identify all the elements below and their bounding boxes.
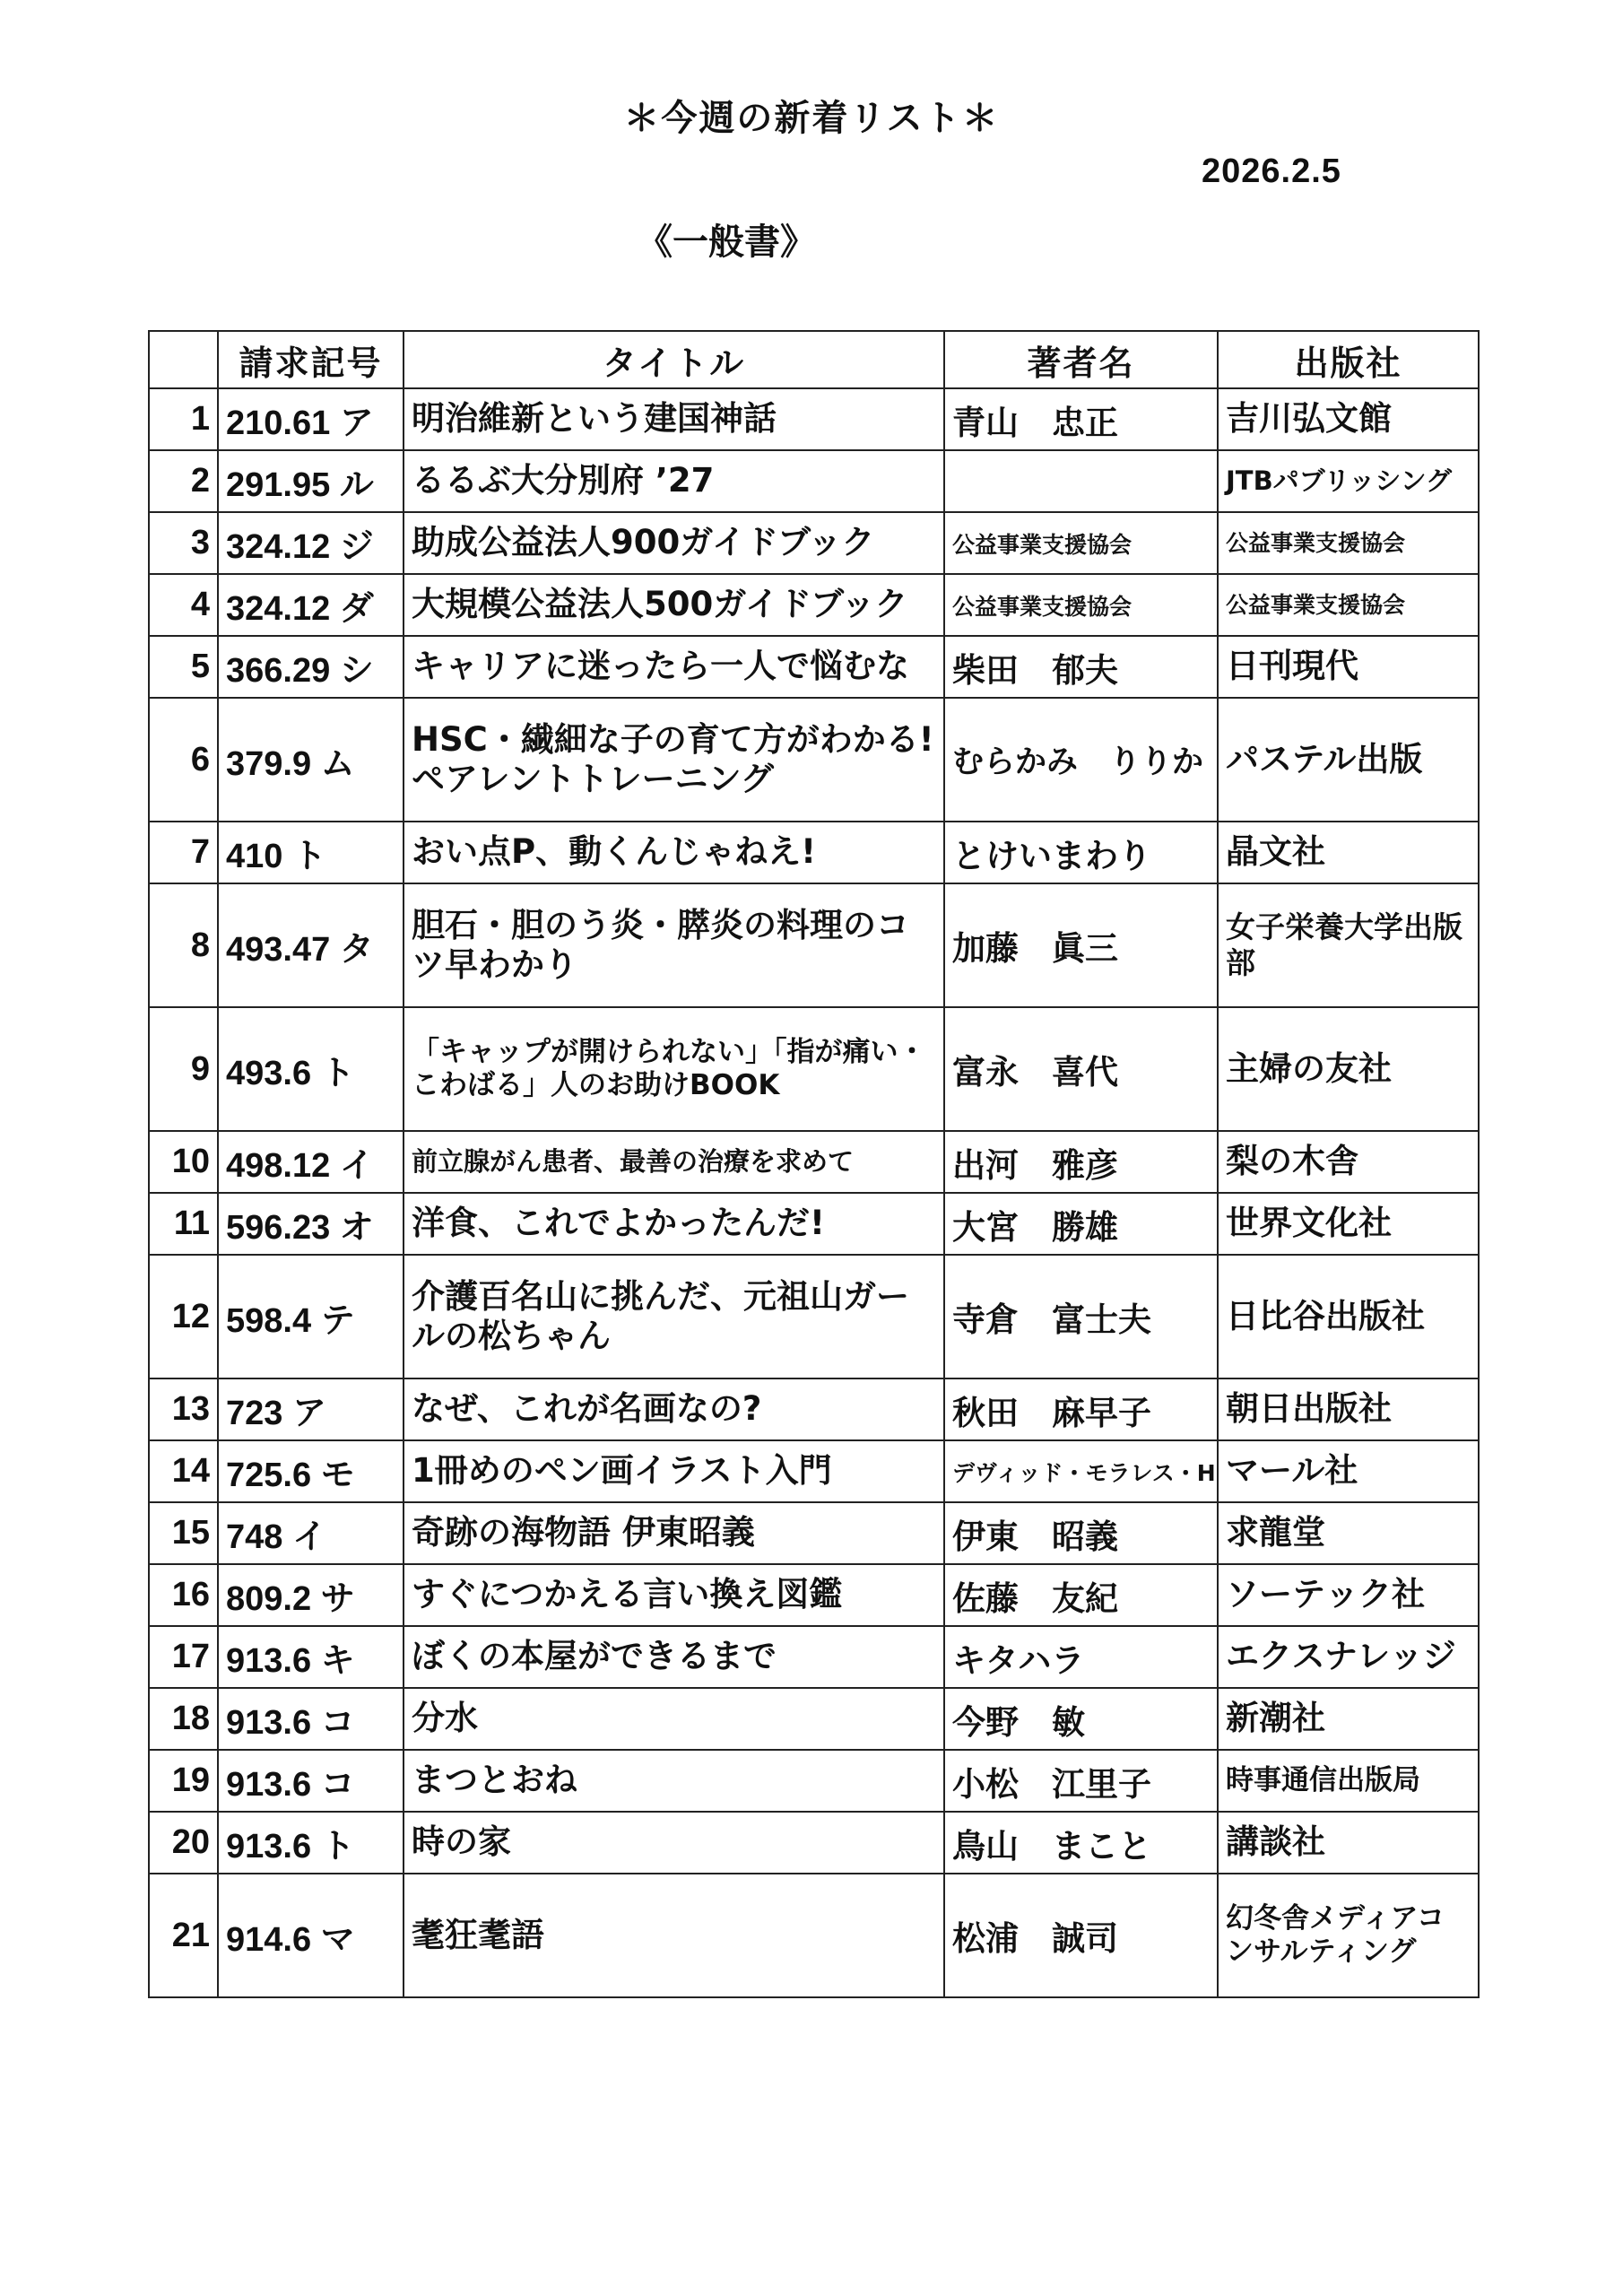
book-title: 耄狂耄語 (404, 1874, 944, 1997)
book-title: まつとおね (404, 1750, 944, 1812)
book-author: 富永 喜代 (944, 1007, 1218, 1131)
row-number: 1 (149, 388, 218, 450)
book-author: 大宮 勝雄 (944, 1193, 1218, 1255)
book-author: 寺倉 富士夫 (944, 1255, 1218, 1378)
book-publisher: 梨の木舎 (1218, 1131, 1479, 1193)
book-publisher: 新潮社 (1218, 1688, 1479, 1750)
row-number: 3 (149, 512, 218, 574)
table-row (149, 1626, 1479, 1688)
call-number: 493.6 ト (218, 1007, 404, 1131)
book-author: 加藤 眞三 (944, 883, 1218, 1007)
row-number: 5 (149, 636, 218, 698)
table-row (149, 698, 1479, 822)
book-title: 洋食、これでよかったんだ! (404, 1193, 944, 1255)
book-title: すぐにつかえる言い換え図鑑 (404, 1564, 944, 1626)
document-title: ＊今週の新着リスト＊ (623, 98, 1000, 139)
column-header-title: タイトル (404, 331, 944, 388)
book-title: なぜ、これが名画なの? (404, 1378, 944, 1440)
table-row (149, 1502, 1479, 1564)
book-title: おい点P、動くんじゃねえ! (404, 822, 944, 883)
book-title: 「キャップが開けられない」「指が痛い・こわばる」人のお助けBOOK (404, 1007, 944, 1131)
table-row (149, 1812, 1479, 1874)
book-title: 助成公益法人900ガイドブック (404, 512, 944, 574)
row-number: 9 (149, 1007, 218, 1131)
row-number: 13 (149, 1378, 218, 1440)
book-author: 柴田 郁夫 (944, 636, 1218, 698)
call-number: 723 ア (218, 1378, 404, 1440)
book-publisher: 朝日出版社 (1218, 1378, 1479, 1440)
call-number: 809.2 サ (218, 1564, 404, 1626)
row-number: 2 (149, 450, 218, 512)
book-publisher: 日比谷出版社 (1218, 1255, 1479, 1378)
book-publisher: 女子栄養大学出版部 (1218, 883, 1479, 1007)
book-title: 1冊めのペン画イラスト入門 (404, 1440, 944, 1502)
table-row (149, 1688, 1479, 1750)
book-title: ぼくの本屋ができるまで (404, 1626, 944, 1688)
book-publisher: 日刊現代 (1218, 636, 1479, 698)
table-row (149, 1564, 1479, 1626)
table-row (149, 1193, 1479, 1255)
book-author: 青山 忠正 (944, 388, 1218, 450)
row-number: 17 (149, 1626, 218, 1688)
table-row (149, 1874, 1479, 1997)
book-title: キャリアに迷ったら一人で悩むな (404, 636, 944, 698)
row-number: 16 (149, 1564, 218, 1626)
call-number: 379.9 ム (218, 698, 404, 822)
call-number: 210.61 ア (218, 388, 404, 450)
table-row (149, 636, 1479, 698)
book-author: 松浦 誠司 (944, 1874, 1218, 1997)
table-row (149, 1007, 1479, 1131)
book-publisher: 公益事業支援協会 (1218, 574, 1479, 636)
table-row (149, 388, 1479, 450)
table-row (149, 574, 1479, 636)
column-header-number (149, 331, 218, 388)
book-author: むらかみ りりか (944, 698, 1218, 822)
book-publisher: マール社 (1218, 1440, 1479, 1502)
book-author: デヴィッド・モラレス・H (944, 1440, 1218, 1502)
book-author: 出河 雅彦 (944, 1131, 1218, 1193)
call-number: 748 イ (218, 1502, 404, 1564)
column-header-author: 著者名 (944, 331, 1218, 388)
book-title: 時の家 (404, 1812, 944, 1874)
book-author: 公益事業支援協会 (944, 512, 1218, 574)
book-title: 明治維新という建国神話 (404, 388, 944, 450)
call-number: 598.4 テ (218, 1255, 404, 1378)
row-number: 12 (149, 1255, 218, 1378)
call-number: 324.12 ジ (218, 512, 404, 574)
call-number: 914.6 マ (218, 1874, 404, 1997)
call-number: 291.95 ル (218, 450, 404, 512)
book-author: 佐藤 友紀 (944, 1564, 1218, 1626)
call-number: 410 ト (218, 822, 404, 883)
row-number: 10 (149, 1131, 218, 1193)
book-publisher: 世界文化社 (1218, 1193, 1479, 1255)
book-publisher: 公益事業支援協会 (1218, 512, 1479, 574)
call-number: 725.6 モ (218, 1440, 404, 1502)
table-row (149, 883, 1479, 1007)
row-number: 19 (149, 1750, 218, 1812)
book-author: 小松 江里子 (944, 1750, 1218, 1812)
row-number: 20 (149, 1812, 218, 1874)
column-header-publisher: 出版社 (1218, 331, 1479, 388)
call-number: 498.12 イ (218, 1131, 404, 1193)
table-row (149, 1378, 1479, 1440)
book-publisher: 講談社 (1218, 1812, 1479, 1874)
call-number: 913.6 コ (218, 1750, 404, 1812)
book-title: 介護百名山に挑んだ、元祖山ガールの松ちゃん (404, 1255, 944, 1378)
row-number: 8 (149, 883, 218, 1007)
table-row (149, 1131, 1479, 1193)
row-number: 14 (149, 1440, 218, 1502)
call-number: 596.23 オ (218, 1193, 404, 1255)
table-row (149, 822, 1479, 883)
row-number: 11 (149, 1193, 218, 1255)
table-row (149, 1440, 1479, 1502)
book-title: HSC・繊細な子の育て方がわかる!ペアレントトレーニング (404, 698, 944, 822)
book-publisher: エクスナレッジ (1218, 1626, 1479, 1688)
book-author: キタハラ (944, 1626, 1218, 1688)
book-title: 前立腺がん患者、最善の治療を求めて (404, 1131, 944, 1193)
call-number: 913.6 コ (218, 1688, 404, 1750)
call-number: 913.6 キ (218, 1626, 404, 1688)
book-author: 公益事業支援協会 (944, 574, 1218, 636)
row-number: 6 (149, 698, 218, 822)
row-number: 15 (149, 1502, 218, 1564)
book-author: とけいまわり (944, 822, 1218, 883)
book-publisher: ソーテック社 (1218, 1564, 1479, 1626)
book-title: 大規模公益法人500ガイドブック (404, 574, 944, 636)
table-header-row (149, 331, 1479, 388)
call-number: 366.29 シ (218, 636, 404, 698)
table-row (149, 450, 1479, 512)
book-publisher: JTBパブリッシング (1218, 450, 1479, 512)
document-date: 2026.2.5 (1202, 152, 1341, 190)
call-number: 324.12 ダ (218, 574, 404, 636)
book-author: 鳥山 まこと (944, 1812, 1218, 1874)
new-books-table (148, 330, 1480, 1998)
section-heading: 《一般書》 (637, 222, 816, 263)
book-publisher: 吉川弘文館 (1218, 388, 1479, 450)
call-number: 913.6 ト (218, 1812, 404, 1874)
table-row (149, 1750, 1479, 1812)
book-author (944, 450, 1218, 512)
book-title: 分水 (404, 1688, 944, 1750)
table-row (149, 512, 1479, 574)
book-publisher: 晶文社 (1218, 822, 1479, 883)
call-number: 493.47 タ (218, 883, 404, 1007)
book-publisher: 求龍堂 (1218, 1502, 1479, 1564)
row-number: 18 (149, 1688, 218, 1750)
table-row (149, 1255, 1479, 1378)
book-title: 奇跡の海物語 伊東昭義 (404, 1502, 944, 1564)
book-publisher: 時事通信出版局 (1218, 1750, 1479, 1812)
book-publisher: 幻冬舎メディアコンサルティング (1218, 1874, 1479, 1997)
row-number: 4 (149, 574, 218, 636)
book-author: 伊東 昭義 (944, 1502, 1218, 1564)
row-number: 21 (149, 1874, 218, 1997)
book-publisher: パステル出版 (1218, 698, 1479, 822)
book-title: 胆石・胆のう炎・膵炎の料理のコツ早わかり (404, 883, 944, 1007)
book-title: るるぶ大分別府 ’27 (404, 450, 944, 512)
row-number: 7 (149, 822, 218, 883)
column-header-call-number: 請求記号 (218, 331, 404, 388)
book-author: 今野 敏 (944, 1688, 1218, 1750)
book-author: 秋田 麻早子 (944, 1378, 1218, 1440)
book-publisher: 主婦の友社 (1218, 1007, 1479, 1131)
